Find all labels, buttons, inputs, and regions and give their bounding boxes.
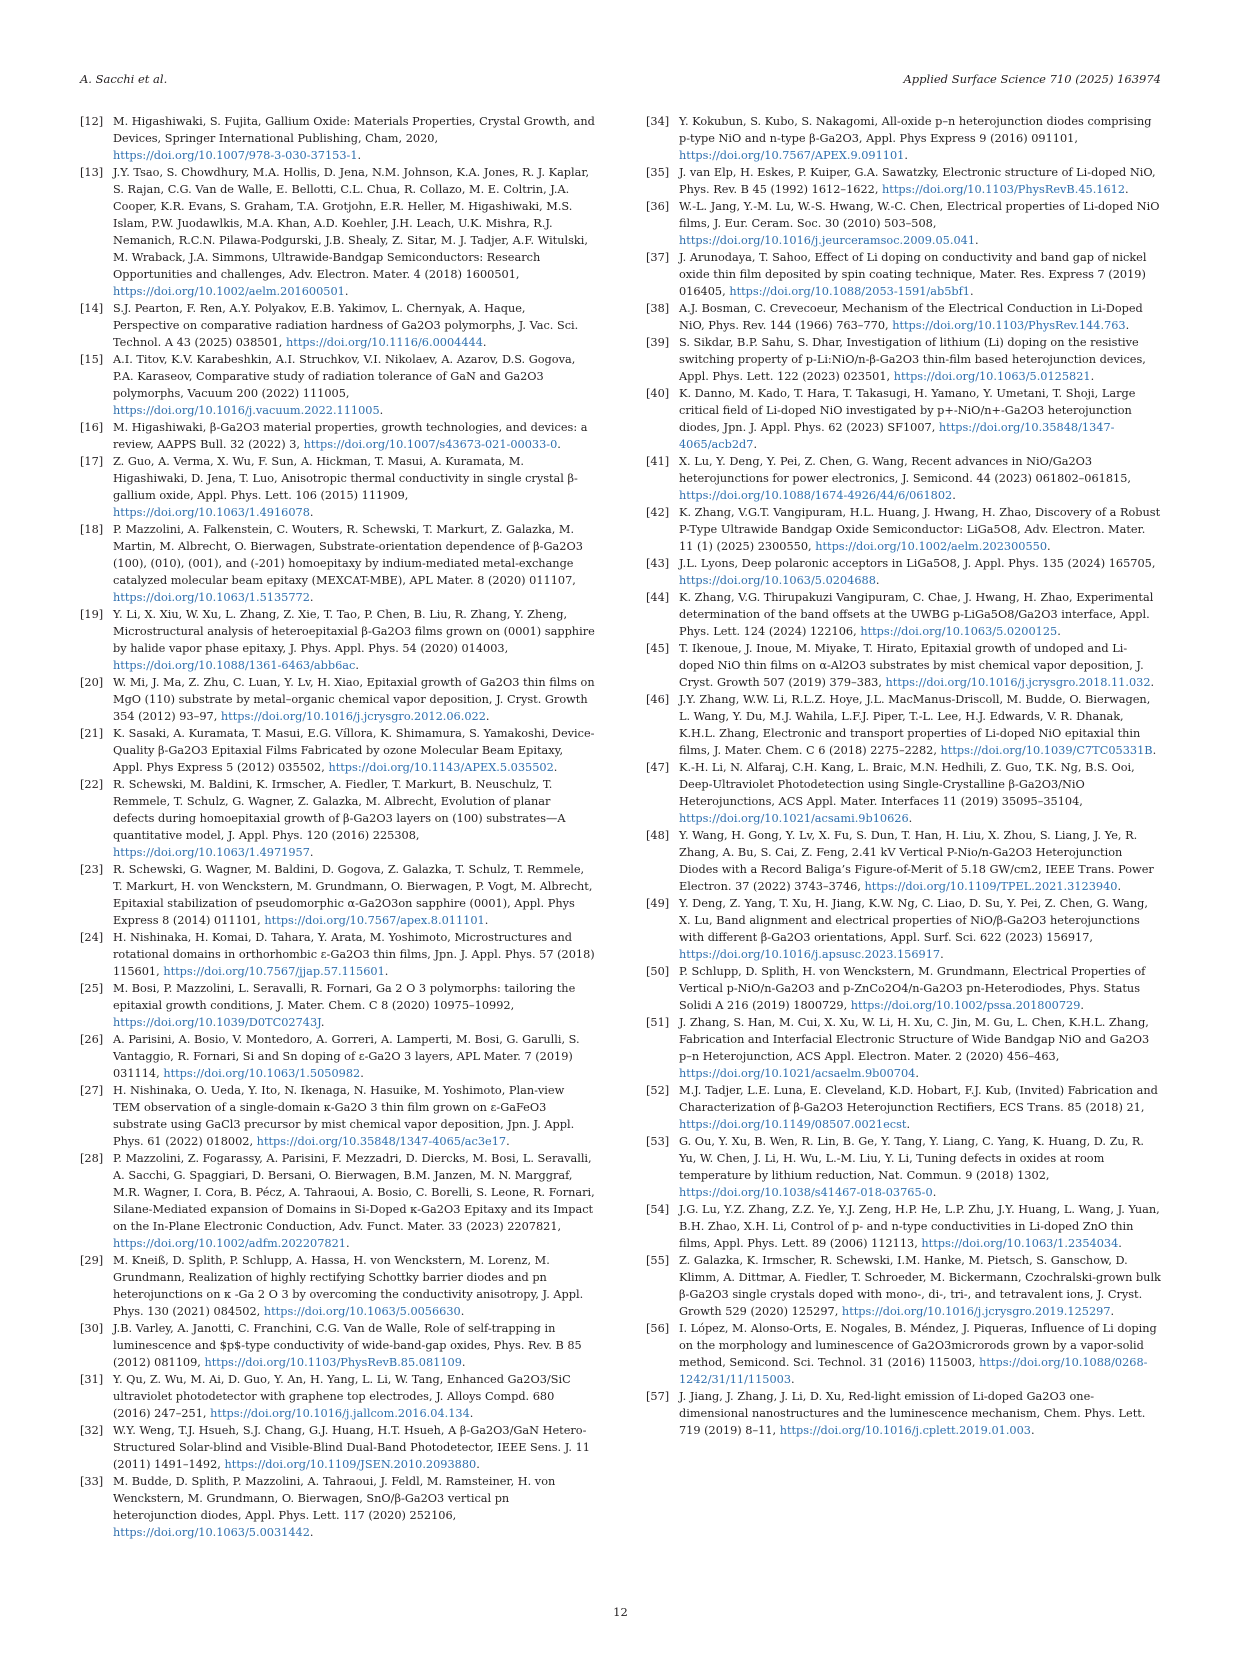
reference-number: [14] (80, 302, 104, 315)
reference-item (646, 691, 1161, 759)
reference-doi-link[interactable]: https://doi.org/10.35848/1347-4065/ac3e17 (256, 1135, 507, 1148)
reference-item (646, 385, 1161, 453)
reference-end-punctuation: . (952, 489, 956, 502)
reference-doi-link[interactable]: https://doi.org/10.1063/5.0204688 (679, 574, 876, 587)
reference-end-punctuation: . (309, 1526, 314, 1539)
reference-end-punctuation: . (975, 234, 979, 247)
reference-number: [24] (80, 931, 104, 944)
reference-item (646, 113, 1161, 164)
reference-end-punctuation: . (1057, 625, 1061, 638)
reference-number: [28] (80, 1152, 104, 1165)
reference-end-punctuation: . (482, 336, 487, 349)
reference-text: J.L. Lyons, Deep polaronic acceptors in LiGa5O8, J. Appl. Phys. 135 (2024) 165705, (679, 557, 1156, 570)
reference-end-punctuation: . (484, 914, 489, 927)
reference-item (80, 1082, 595, 1150)
reference-doi-link[interactable]: https://doi.org/10.1016/j.apsusc.2023.156917 (679, 948, 941, 961)
reference-item (80, 980, 595, 1031)
reference-doi-link[interactable]: https://doi.org/10.1063/1.4971957 (113, 846, 310, 859)
reference-number: [27] (80, 1084, 104, 1097)
reference-text: Z. Guo, A. Verma, X. Wu, F. Sun, A. Hickman, T. Masui, A. Kuramata, M. Higashiwaki, D. Jena, T. Luo, Anisotropic thermal conductivity in single crystal β-gallium oxide, Appl. Phys. Lett. 106 (2015) 111909, (113, 455, 578, 502)
reference-doi-link[interactable]: https://doi.org/10.1038/s41467-018-03765-0 (679, 1186, 933, 1199)
reference-end-punctuation: . (904, 149, 908, 162)
reference-number: [51] (646, 1016, 670, 1029)
reference-text: K. Sasaki, A. Kuramata, T. Masui, E.G. Víllora, K. Shimamura, S. Yamakoshi, Device-Quality β-Ga2O3 Epitaxial Films Fabricated by ozone Molecular Beam Epitaxy, Appl. Phys Express 5 (2012) 035502, (113, 727, 595, 774)
reference-text: P. Mazzolini, A. Falkenstein, C. Wouters, R. Schewski, T. Markurt, Z. Galazka, M. Martin, M. Albrecht, O. Bierwagen, Substrate-orientation dependence of β-Ga2O3 (100), (010), (001), and (-201) homoepitaxy by indium-mediated metal-exchange catalyzed molecular beam epitaxy (MEXCAT-MBE), APL Mater. 8 (2020) 011107, (113, 523, 583, 587)
reference-text: S.J. Pearton, F. Ren, A.Y. Polyakov, E.B. Yakimov, L. Chernyak, A. Haque, Perspective on comparative radiation hardness of Ga2O3 polymorphs, J. Vac. Sci. Technol. A 43 (2025) 038501, (113, 302, 579, 349)
reference-number: [49] (646, 897, 670, 910)
reference-item (646, 1082, 1161, 1133)
reference-item (646, 963, 1161, 1014)
reference-end-punctuation: . (345, 1237, 350, 1250)
reference-doi-link[interactable]: https://doi.org/10.1016/j.jcrysgro.2019.125297 (841, 1305, 1111, 1318)
reference-number: [45] (646, 642, 670, 655)
reference-text: J.B. Varley, A. Janotti, C. Franchini, C.G. Van de Walle, Role of self-trapping in luminescence and $p$-type conductivity of wide-band-gap oxides, Phys. Rev. B 85 (2012) 081109, (113, 1322, 582, 1369)
reference-number: [56] (646, 1322, 670, 1335)
reference-number: [52] (646, 1084, 670, 1097)
reference-number: [34] (646, 115, 670, 128)
reference-end-punctuation: . (379, 404, 384, 417)
reference-end-punctuation: . (1031, 1424, 1035, 1437)
reference-item (80, 725, 595, 776)
reference-number: [57] (646, 1390, 670, 1403)
reference-item (80, 776, 595, 861)
reference-item (646, 453, 1161, 504)
reference-text: Y. Deng, Z. Yang, T. Xu, H. Jiang, K.W. Ng, C. Liao, D. Su, Y. Pei, Z. Chen, G. Wang, X. Lu, Band alignment and electrical properties of NiO/β-Ga2O3 heterojunctions with different β-Ga2O3 orientations, Appl. Surf. Sci. 622 (2023) 156917, (679, 897, 1148, 944)
reference-doi-link[interactable]: https://doi.org/10.1016/j.cplett.2019.01.003 (779, 1424, 1031, 1437)
reference-item (80, 521, 595, 606)
reference-doi-link[interactable]: https://doi.org/10.1016/j.jallcom.2016.04.134 (210, 1407, 470, 1420)
reference-number: [53] (646, 1135, 670, 1148)
reference-doi-link[interactable]: https://doi.org/10.1088/1361-6463/abb6ac (113, 659, 356, 672)
reference-item (646, 504, 1161, 555)
reference-end-punctuation: . (1110, 1305, 1115, 1318)
reference-number: [15] (80, 353, 104, 366)
reference-number: [17] (80, 455, 104, 468)
reference-number: [44] (646, 591, 670, 604)
reference-text: M.J. Tadjer, L.E. Luna, E. Cleveland, K.D. Hobart, F.J. Kub, (Invited) Fabrication and Characterization of β-Ga2O3 Heterojunction Rectifiers, ECS Trans. 85 (2018) 21, (679, 1084, 1158, 1114)
reference-doi-link[interactable]: https://doi.org/10.1002/aelm.202300550 (815, 540, 1048, 553)
reference-doi-link[interactable]: https://doi.org/10.35848/1347-4065/acb2d7 (679, 421, 1115, 451)
reference-end-punctuation: . (791, 1373, 795, 1386)
reference-item (646, 334, 1161, 385)
reference-item (646, 640, 1161, 691)
reference-item (80, 1031, 595, 1082)
reference-end-punctuation: . (908, 812, 913, 825)
reference-number: [21] (80, 727, 104, 740)
reference-number: [25] (80, 982, 104, 995)
reference-doi-link[interactable]: https://doi.org/10.1103/PhysRevB.85.081109 (204, 1356, 462, 1369)
reference-item (80, 674, 595, 725)
reference-number: [54] (646, 1203, 670, 1216)
references-right-column (646, 113, 1161, 1439)
reference-end-punctuation: . (1125, 319, 1130, 332)
reference-number: [29] (80, 1254, 104, 1267)
reference-doi-link[interactable]: https://doi.org/10.1016/j.vacuum.2022.111005 (113, 404, 380, 417)
reference-text: M. Bosi, P. Mazzolini, L. Seravalli, R. Fornari, Ga 2 O 3 polymorphs: tailoring the epitaxial growth conditions, J. Mater. Chem. C 8 (2020) 10975–10992, (113, 982, 576, 1012)
reference-doi-link[interactable]: https://doi.org/10.1007/s43673-021-00033-0 (303, 438, 558, 451)
reference-number: [20] (80, 676, 104, 689)
reference-item (80, 861, 595, 929)
reference-number: [36] (646, 200, 670, 213)
reference-doi-link[interactable]: https://doi.org/10.7567/apex.8.011101 (264, 914, 485, 927)
reference-end-punctuation: . (875, 574, 880, 587)
reference-end-punctuation: . (1118, 1237, 1122, 1250)
reference-end-punctuation: . (753, 438, 758, 451)
reference-number: [39] (646, 336, 670, 349)
reference-end-punctuation: . (355, 659, 359, 672)
reference-doi-link[interactable]: https://doi.org/10.1002/pssa.201800729 (850, 999, 1081, 1012)
reference-end-punctuation: . (1150, 676, 1155, 689)
reference-item (646, 827, 1161, 895)
reference-text: J.Y. Zhang, W.W. Li, R.L.Z. Hoye, J.L. MacManus-Driscoll, M. Budde, O. Bierwagen, L. Wang, Y. Du, M.J. Wahila, L.F.J. Piper, T.-L. Lee, H.J. Edwards, V. R. Dhanak, K.H.L. Zhang, Electronic and transport properties of Li-doped NiO epitaxial thin films, J. Mater. Chem. C 6 (2018) 2275–2282, (679, 693, 1151, 757)
reference-item (80, 1150, 595, 1252)
reference-text: M. Higashiwaki, β-Ga2O3 material properties, growth technologies, and devices: a review, AAPPS Bull. 32 (2022) 3, (113, 421, 588, 451)
reference-text: J. Arunodaya, T. Sahoo, Effect of Li doping on conductivity and band gap of nickel oxide thin film deposited by spin coating technique, Mater. Res. Express 7 (2019) 016405, (679, 251, 1147, 298)
reference-end-punctuation: . (320, 1016, 325, 1029)
reference-doi-link[interactable]: https://doi.org/10.1021/acsaelm.9b00704 (679, 1067, 916, 1080)
reference-item (646, 300, 1161, 334)
reference-number: [46] (646, 693, 670, 706)
reference-doi-link[interactable]: https://doi.org/10.1088/1674-4926/44/6/061802 (679, 489, 953, 502)
reference-text: I. López, M. Alonso-Orts, E. Nogales, B. Méndez, J. Piqueras, Influence of Li doping on the morphology and luminescence of Ga2O3microrods grown by a vapor-solid method, Semicond. Sci. Technol. 31 (2016) 115003, (679, 1322, 1157, 1369)
reference-text: P. Schlupp, D. Splith, H. von Wenckstern, M. Grundmann, Electrical Properties of Vertical p-NiO/n-Ga2O3 and p-ZnCo2O4/n-Ga2O3 pn-Heterodiodes, Phys. Status Solidi A 216 (2019) 1800729, (679, 965, 1146, 1012)
reference-text: M. Kneiß, D. Splith, P. Schlupp, A. Hassa, H. von Wenckstern, M. Lorenz, M. Grundmann, Realization of highly rectifying Schottky barrier diodes and pn heterojunctions on κ -Ga 2 O 3 by overcoming the conductivity anisotropy, J. Appl. Phys. 130 (2021) 084502, (113, 1254, 584, 1318)
reference-number: [23] (80, 863, 104, 876)
reference-number: [13] (80, 166, 104, 179)
reference-text: A.J. Bosman, C. Crevecoeur, Mechanism of the Electrical Conduction in Li-Doped NiO, Phys. Rev. 144 (1966) 763–770, (679, 302, 1143, 332)
reference-number: [35] (646, 166, 670, 179)
reference-end-punctuation: . (1125, 183, 1129, 196)
reference-end-punctuation: . (1080, 999, 1084, 1012)
reference-end-punctuation: . (970, 285, 974, 298)
reference-number: [38] (646, 302, 670, 315)
reference-text: Y. Wang, H. Gong, Y. Lv, X. Fu, S. Dun, T. Han, H. Liu, X. Zhou, S. Liang, J. Ye, R. Zhang, A. Bu, S. Cai, Z. Feng, 2.41 kV Vertical P-Nio/n-Ga2O3 Heterojunction Diodes with a Record Baliga’s Figure-of-Merit of 5.18 GW/cm2, IEEE Trans. Power Electron. 37 (2022) 3743–3746, (679, 829, 1154, 893)
reference-text: J. Jiang, J. Zhang, J. Li, D. Xu, Red-light emission of Li-doped Ga2O3 one-dimensional nanostructures and the luminescence mechanism, Chem. Phys. Lett. 719 (2019) 8–11, (679, 1390, 1146, 1437)
reference-item (80, 1252, 595, 1320)
reference-doi-link[interactable]: https://doi.org/10.1063/1.5135772 (113, 591, 310, 604)
reference-doi-link[interactable]: https://doi.org/10.1143/APEX.5.035502 (328, 761, 554, 774)
reference-end-punctuation: . (460, 1305, 465, 1318)
reference-end-punctuation: . (309, 591, 314, 604)
reference-text: Y. Kokubun, S. Kubo, S. Nakagomi, All-oxide p–n heterojunction diodes comprising p-type NiO and n-type β-Ga2O3, Appl. Phys Express 9 (2016) 091101, (679, 115, 1152, 145)
reference-text: M. Budde, D. Splith, P. Mazzolini, A. Tahraoui, J. Feldl, M. Ramsteiner, H. von Wenckstern, M. Grundmann, O. Bierwagen, SnO/β-Ga2O3 vertical pn heterojunction diodes, Appl. Phys. Lett. 117 (2020) 252106, (113, 1475, 556, 1522)
reference-number: [43] (646, 557, 670, 570)
reference-text: K. Zhang, V.G. Thirupakuzi Vangipuram, C. Chae, J. Hwang, H. Zhao, Experimental determination of the band offsets at the UWBG p-LiGa5O8/Ga2O3 interface, Appl. Phys. Lett. 124 (2024) 122106, (679, 591, 1154, 638)
reference-text: H. Nishinaka, O. Ueda, Y. Ito, N. Ikenaga, N. Hasuike, M. Yoshimoto, Plan-view TEM observation of a single-domain κ-Ga2O 3 thin film grown on ε-GaFeO3 substrate using GaCl3 precursor by mist chemical vapor deposition, Jpn. J. Appl. Phys. 61 (2022) 018002, (113, 1084, 575, 1148)
reference-item (80, 300, 595, 351)
reference-doi-link[interactable]: https://doi.org/10.1088/2053-1591/ab5bf1 (729, 285, 970, 298)
reference-doi-link[interactable]: https://doi.org/10.1103/PhysRevB.45.1612 (882, 183, 1126, 196)
reference-doi-link[interactable]: https://doi.org/10.1007/978-3-030-37153-1 (113, 149, 358, 162)
reference-text: Y. Li, X. Xiu, W. Xu, L. Zhang, Z. Xie, T. Tao, P. Chen, B. Liu, R. Zhang, Y. Zheng, Microstructural analysis of heteroepitaxial β-Ga2O3 films grown on (0001) sapphire by halide vapor phase epitaxy, J. Phys. Appl. Phys. 54 (2020) 014003, (113, 608, 595, 655)
reference-doi-link[interactable]: https://doi.org/10.1063/5.0200125 (860, 625, 1058, 638)
reference-end-punctuation: . (557, 438, 561, 451)
reference-number: [32] (80, 1424, 104, 1437)
reference-item (646, 1252, 1161, 1320)
reference-item (80, 606, 595, 674)
reference-doi-link[interactable]: https://doi.org/10.1088/0268-1242/31/11/115003 (679, 1356, 1148, 1386)
reference-end-punctuation: . (360, 1067, 364, 1080)
reference-end-punctuation: . (940, 948, 944, 961)
reference-item (80, 1473, 595, 1541)
reference-doi-link[interactable]: https://doi.org/10.1021/acsami.9b10626 (679, 812, 909, 825)
reference-number: [30] (80, 1322, 104, 1335)
reference-item (80, 929, 595, 980)
reference-item (646, 198, 1161, 249)
reference-item (80, 1422, 595, 1473)
reference-text: Z. Galazka, K. Irmscher, R. Schewski, I.M. Hanke, M. Pietsch, S. Ganschow, D. Klimm, A. Dittmar, A. Fiedler, T. Schroeder, M. Bickermann, Czochralski-grown bulk β-Ga2O3 single crystals doped with mono-, di-, tri-, and tetravalent ions, J. Cryst. Growth 529 (2020) 125297, (679, 1254, 1161, 1318)
reference-end-punctuation: . (476, 1458, 480, 1471)
reference-number: [41] (646, 455, 670, 468)
references-left-column (80, 113, 595, 1541)
reference-text: A. Parisini, A. Bosio, V. Montedoro, A. Gorreri, A. Lamperti, M. Bosi, G. Garulli, S. Vantaggio, R. Fornari, Si and Sn doping of ε-Ga2O 3 layers, APL Mater. 7 (2019) 031114, (113, 1033, 580, 1080)
reference-text: R. Schewski, G. Wagner, M. Baldini, D. Gogova, Z. Galazka, T. Schulz, T. Remmele, T. Markurt, H. von Wenckstern, M. Grundmann, O. Bierwagen, P. Vogt, M. Albrecht, Epitaxial stabilization of pseudomorphic α-Ga2O3on sapphire (0001), Appl. Phys Express 8 (2014) 011101, (113, 863, 593, 927)
reference-number: [50] (646, 965, 670, 978)
reference-text: W.-L. Jang, Y.-M. Lu, W.-S. Hwang, W.-C. Chen, Electrical properties of Li-doped NiO films, J. Eur. Ceram. Soc. 30 (2010) 503–508, (679, 200, 1160, 230)
reference-item (646, 895, 1161, 963)
reference-number: [40] (646, 387, 670, 400)
reference-text: Y. Qu, Z. Wu, M. Ai, D. Guo, Y. An, H. Yang, L. Li, W. Tang, Enhanced Ga2O3/SiC ultraviolet photodetector with graphene top electrodes, J. Alloys Compd. 680 (2016) 247–251, (113, 1373, 571, 1420)
reference-end-punctuation: . (469, 1407, 474, 1420)
reference-doi-link[interactable]: https://doi.org/10.1063/5.0031442 (113, 1526, 310, 1539)
reference-item (646, 555, 1161, 589)
reference-end-punctuation: . (461, 1356, 466, 1369)
reference-number: [47] (646, 761, 670, 774)
reference-doi-link[interactable]: https://doi.org/10.1039/D0TC02743J (113, 1016, 321, 1029)
reference-item (646, 1133, 1161, 1201)
reference-item (80, 164, 595, 300)
reference-number: [55] (646, 1254, 670, 1267)
reference-end-punctuation: . (1117, 880, 1122, 893)
reference-end-punctuation: . (384, 965, 389, 978)
page-number: 12 (613, 1605, 628, 1619)
reference-doi-link[interactable]: https://doi.org/10.1063/1.2354034 (921, 1237, 1119, 1250)
reference-number: [33] (80, 1475, 104, 1488)
reference-item (80, 113, 595, 164)
reference-doi-link[interactable]: https://doi.org/10.1109/JSEN.2010.2093880 (224, 1458, 477, 1471)
reference-number: [26] (80, 1033, 104, 1046)
reference-end-punctuation: . (915, 1067, 919, 1080)
reference-text: K. Danno, M. Kado, T. Hara, T. Takasugi, H. Yamano, Y. Umetani, T. Shoji, Large critical field of Li-doped NiO investigated by p+-NiO/n+-Ga2O3 heterojunction diodes, Jpn. J. Appl. Phys. 62 (2023) SF1007, (679, 387, 1136, 434)
reference-number: [37] (646, 251, 670, 264)
reference-doi-link[interactable]: https://doi.org/10.1039/C7TC05331B (940, 744, 1153, 757)
reference-number: [31] (80, 1373, 104, 1386)
reference-number: [18] (80, 523, 104, 536)
reference-end-punctuation: . (344, 285, 349, 298)
reference-text: T. Ikenoue, J. Inoue, M. Miyake, T. Hirato, Epitaxial growth of undoped and Li-doped NiO thin films on α-Al2O3 substrates by mist chemical vapor deposition, J. Cryst. Growth 507 (2019) 379–383, (679, 642, 1144, 689)
reference-text: K.-H. Li, N. Alfaraj, C.H. Kang, L. Braic, M.N. Hedhili, Z. Guo, T.K. Ng, B.S. Ooi, Deep-Ultraviolet Photodetection using Single-Crystalline β-Ga2O3/NiO Heterojunctions, ACS Appl. Mater. Interfaces 11 (2019) 35095–35104, (679, 761, 1135, 808)
reference-item (646, 1320, 1161, 1388)
reference-text: M. Higashiwaki, S. Fujita, Gallium Oxide: Materials Properties, Crystal Growth, and Devices, Springer International Publishing, Cham, 2020, (113, 115, 595, 145)
reference-end-punctuation: . (553, 761, 558, 774)
reference-end-punctuation: . (1047, 540, 1051, 553)
reference-item (80, 1371, 595, 1422)
reference-doi-link[interactable]: https://doi.org/10.7567/jjap.57.115601 (163, 965, 385, 978)
reference-text: X. Lu, Y. Deng, Y. Pei, Z. Chen, G. Wang, Recent advances in NiO/Ga2O3 heterojunctions for power electronics, J. Semicond. 44 (2023) 061802–061815, (679, 455, 1131, 485)
reference-number: [42] (646, 506, 670, 519)
reference-item (646, 1388, 1161, 1439)
reference-item (80, 419, 595, 453)
reference-doi-link[interactable]: https://doi.org/10.1016/j.jcrysgro.2012.06.022 (220, 710, 486, 723)
reference-text: J.Y. Tsao, S. Chowdhury, M.A. Hollis, D. Jena, N.M. Johnson, K.A. Jones, R. J. Kaplar, S. Rajan, C.G. Van de Walle, E. Bellotti, C.L. Chua, R. Collazo, M. E. Coltrin, J.A. Cooper, K.R. Evans, S. Graham, T.A. Grotjohn, E.R. Heller, M. Higashiwaki, M.S. Islam, P.W. Juodawlkis, M.A. Khan, A.D. Koehler, J.H. Leach, U.K. Mishra, R.J. Nemanich, R.C.N. Pilawa-Podgurski, J.B. Shealy, Z. Sitar, M. J. Tadjer, A.F. Witulski, M. Wraback, J.A. Simmons, Ultrawide-Bandgap Semiconductors: Research Opportunities and challenges, Adv. Electron. Mater. 4 (2018) 1600501, (113, 166, 590, 281)
reference-item (646, 759, 1161, 827)
running-header-authors: A. Sacchi et al. (80, 72, 168, 86)
reference-text: P. Mazzolini, Z. Fogarassy, A. Parisini, F. Mezzadri, D. Diercks, M. Bosi, L. Seravalli, A. Sacchi, G. Spaggiari, D. Bersani, O. Bierwagen, B.M. Janzen, M. N. Marggraf, M.R. Wagner, I. Cora, B. Pécz, A. Tahraoui, A. Bosio, C. Borelli, S. Leone, R. Fornari, Silane-Mediated expansion of Domains in Si-Doped κ-Ga2O3 Epitaxy and its Impact on the In-Plane Electronic Conduction, Adv. Funct. Mater. 33 (2023) 2207821, (113, 1152, 595, 1233)
reference-text: R. Schewski, M. Baldini, K. Irmscher, A. Fiedler, T. Markurt, B. Neuschulz, T. Remmele, T. Schulz, G. Wagner, Z. Galazka, M. Albrecht, Evolution of planar defects during homoepitaxial growth of β-Ga2O3 layers on (100) substrates—A quantitative model, J. Appl. Phys. 120 (2016) 225308, (113, 778, 566, 842)
reference-doi-link[interactable]: https://doi.org/10.1109/TPEL.2021.3123940 (864, 880, 1118, 893)
reference-end-punctuation: . (1090, 370, 1095, 383)
reference-doi-link[interactable]: https://doi.org/10.7567/APEX.9.091101 (679, 149, 905, 162)
reference-item (646, 589, 1161, 640)
reference-number: [16] (80, 421, 104, 434)
reference-number: [12] (80, 115, 104, 128)
reference-end-punctuation: . (932, 1186, 937, 1199)
reference-item (80, 453, 595, 521)
reference-doi-link[interactable]: https://doi.org/10.1063/1.5050982 (163, 1067, 361, 1080)
reference-doi-link[interactable]: https://doi.org/10.1063/5.0125821 (893, 370, 1091, 383)
reference-doi-link[interactable]: https://doi.org/10.1016/j.jeurceramsoc.2009.05.041 (679, 234, 976, 247)
reference-text: H. Nishinaka, H. Komai, D. Tahara, Y. Arata, M. Yoshimoto, Microstructures and rotational domains in orthorhombic ε-Ga2O3 thin films, Jpn. J. Appl. Phys. 57 (2018) 115601, (113, 931, 595, 978)
reference-doi-link[interactable]: https://doi.org/10.1063/1.4916078 (113, 506, 310, 519)
reference-item (80, 351, 595, 419)
running-header-journal: Applied Surface Science 710 (2025) 163974 (903, 72, 1161, 86)
reference-text: S. Sikdar, B.P. Sahu, S. Dhar, Investigation of lithium (Li) doping on the resistive switching property of p-Li:NiO/n-β-Ga2O3 thin-film based heterojunction devices, Appl. Phys. Lett. 122 (2023) 023501, (679, 336, 1146, 383)
reference-end-punctuation: . (309, 846, 314, 859)
reference-item (646, 1201, 1161, 1252)
reference-doi-link[interactable]: https://doi.org/10.1063/5.0056630 (263, 1305, 461, 1318)
reference-text: W.Y. Weng, T.J. Hsueh, S.J. Chang, G.J. Huang, H.T. Hsueh, A β-Ga2O3/GaN Hetero-Structured Solar-blind and Visible-Blind Dual-Band Photodetector, IEEE Sens. J. 11 (2011) 1491–1492, (113, 1424, 590, 1471)
reference-item (646, 1014, 1161, 1082)
reference-doi-link[interactable]: https://doi.org/10.1103/PhysRev.144.763 (892, 319, 1126, 332)
reference-item (646, 164, 1161, 198)
reference-doi-link[interactable]: https://doi.org/10.1116/6.0004444 (286, 336, 483, 349)
reference-end-punctuation: . (906, 1118, 911, 1131)
reference-doi-link[interactable]: https://doi.org/10.1002/aelm.201600501 (113, 285, 345, 298)
reference-text: J.G. Lu, Y.Z. Zhang, Z.Z. Ye, Y.J. Zeng, H.P. He, L.P. Zhu, J.Y. Huang, L. Wang, J. Yuan, B.H. Zhao, X.H. Li, Control of p- and n-type conductivities in Li-doped ZnO thin films, Appl. Phys. Lett. 89 (2006) 112113, (679, 1203, 1160, 1250)
reference-end-punctuation: . (357, 149, 362, 162)
reference-end-punctuation: . (506, 1135, 510, 1148)
reference-text: A.I. Titov, K.V. Karabeshkin, A.I. Struchkov, V.I. Nikolaev, A. Azarov, D.S. Gogova, P.A. Karaseov, Comparative study of radiation tolerance of GaN and Ga2O3 polymorphs, Vacuum 200 (2022) 111005, (113, 353, 576, 400)
reference-number: [19] (80, 608, 104, 621)
reference-end-punctuation: . (309, 506, 314, 519)
reference-end-punctuation: . (1152, 744, 1157, 757)
reference-text: G. Ou, Y. Xu, B. Wen, R. Lin, B. Ge, Y. Tang, Y. Liang, C. Yang, K. Huang, D. Zu, R. Yu, W. Chen, J. Li, H. Wu, L.-M. Liu, Y. Li, Tuning defects in oxides at room temperature by lithium reduction, Nat. Commun. 9 (2018) 1302, (679, 1135, 1144, 1182)
reference-doi-link[interactable]: https://doi.org/10.1016/j.jcrysgro.2018.11.032 (885, 676, 1151, 689)
reference-end-punctuation: . (485, 710, 490, 723)
reference-doi-link[interactable]: https://doi.org/10.1002/adfm.202207821 (113, 1237, 346, 1250)
reference-text: J. Zhang, S. Han, M. Cui, X. Xu, W. Li, H. Xu, C. Jin, M. Gu, L. Chen, K.H.L. Zhang, Fabrication and Interfacial Electronic Structure of Wide Bandgap NiO and Ga2O3 p–n Heterojunction, ACS Appl. Electron. Mater. 2 (2020) 456–463, (679, 1016, 1150, 1063)
reference-number: [22] (80, 778, 104, 791)
reference-text: K. Zhang, V.G.T. Vangipuram, H.L. Huang, J. Hwang, H. Zhao, Discovery of a Robust P-Type Ultrawide Bandgap Oxide Semiconductor: LiGa5O8, Adv. Electron. Mater. 11 (1) (2025) 2300550, (679, 506, 1161, 553)
reference-item (646, 249, 1161, 300)
reference-doi-link[interactable]: https://doi.org/10.1149/08507.0021ecst (679, 1118, 907, 1131)
reference-text: W. Mi, J. Ma, Z. Zhu, C. Luan, Y. Lv, H. Xiao, Epitaxial growth of Ga2O3 thin films on MgO (110) substrate by metal–organic chemical vapor deposition, J. Cryst. Growth 354 (2012) 93–97, (113, 676, 595, 723)
reference-number: [48] (646, 829, 670, 842)
reference-text: J. van Elp, H. Eskes, P. Kuiper, G.A. Sawatzky, Electronic structure of Li-doped NiO, Phys. Rev. B 45 (1992) 1612–1622, (679, 166, 1156, 196)
reference-item (80, 1320, 595, 1371)
